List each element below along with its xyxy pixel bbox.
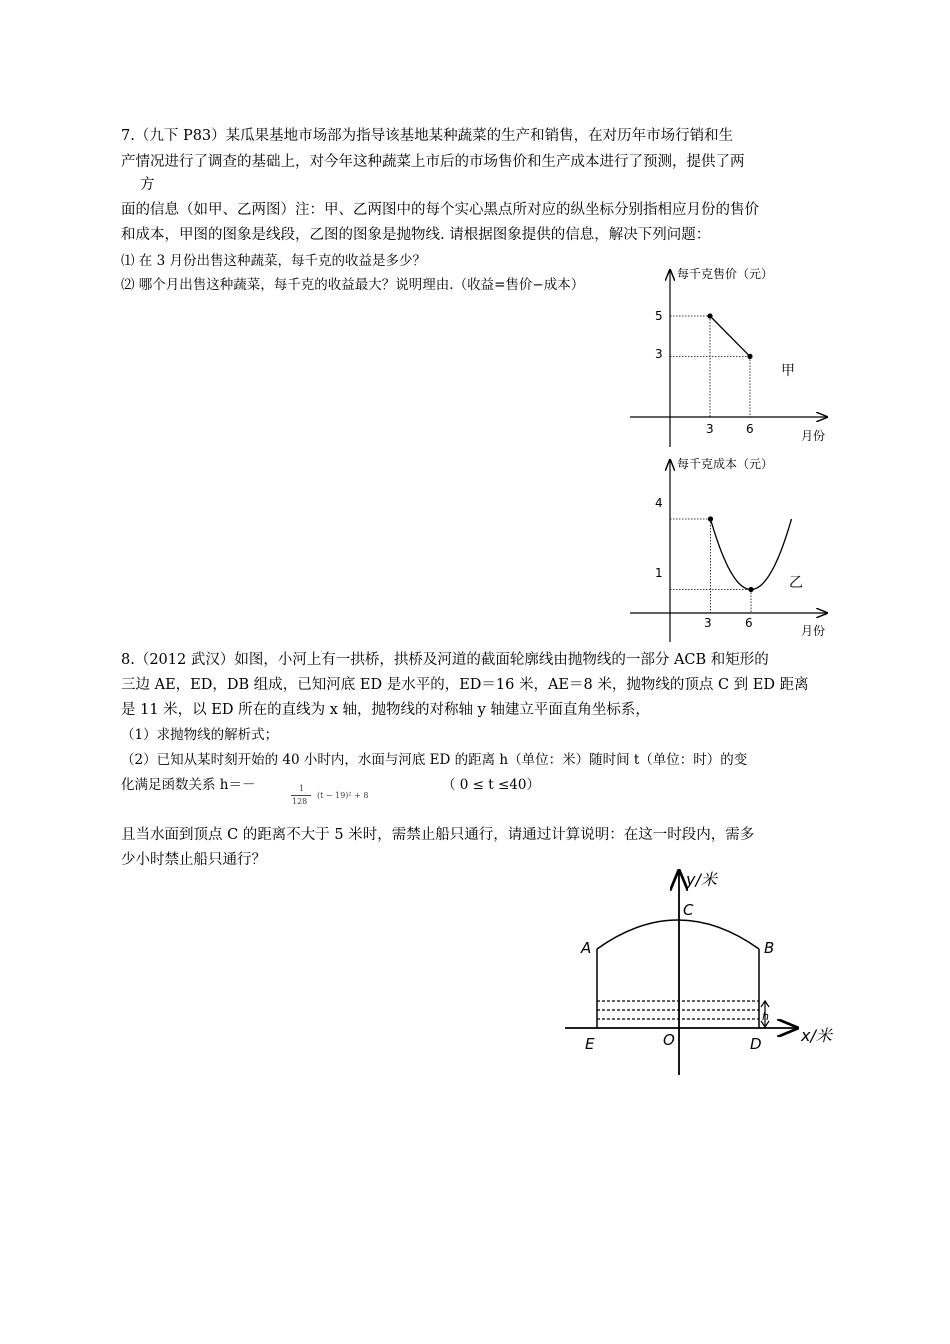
bridge-figure <box>560 865 840 1080</box>
q8-line-1: 8.（2012 武汉）如图，小河上有一拱桥，拱桥及河道的截面轮廓线由抛物线的一部分 ACB 和矩形的 <box>121 652 769 668</box>
q8-line-2: 三边 AE，ED，DB 组成，已知河底 ED 是水平的，ED＝16 米，AE＝8 米，抛物线的顶点 C 到 ED 距离 <box>121 677 809 693</box>
yi-parabola <box>711 519 792 590</box>
q7-line-3: 方 <box>140 177 155 193</box>
formula <box>289 784 419 810</box>
yi-xtick-6: 6 <box>745 616 753 630</box>
jia-ylabel: 每千克售价（元） <box>677 267 774 281</box>
yi-ylabel: 每千克成本（元） <box>677 457 774 471</box>
formula-numerator: 1 <box>299 784 305 793</box>
label-D: D <box>750 1035 762 1053</box>
formula-bar <box>291 795 311 796</box>
q7-line-2: 产情况进行了调查的基础上，对今年这种蔬菜上市后的市场售价和生产成本进行了预测，提供了两 <box>121 154 745 170</box>
formula-range: （ 0 ≤ t ≤40） <box>442 777 540 793</box>
q7-line-4: 面的信息（如甲、乙两图）注：甲、乙两图中的每个实心黑点所对应的纵坐标分别指相应月份的售价 <box>121 202 759 218</box>
chart-yi <box>625 452 840 644</box>
jia-ytick-3: 3 <box>655 347 663 361</box>
q8-line-5: 少小时禁止船只通行？ <box>121 852 266 868</box>
jia-xtick-3: 3 <box>706 422 714 436</box>
bridge-x-axis-label: x/米 <box>801 1026 832 1045</box>
q8-subquestion-2: （2）已知从某时刻开始的 40 小时内，水面与河底 ED 的距离 h（单位：米）随时间 t（单位：时）的变 <box>121 752 748 768</box>
label-E: E <box>585 1035 595 1053</box>
q8-line-4: 且当水面到顶点 C 的距离不大于 5 米时，需禁止船只通行，请通过计算说明：在这一时段内，需多 <box>121 827 755 843</box>
chart-jia <box>625 262 840 452</box>
jia-point <box>747 354 752 359</box>
q7-subquestion-2: ⑵ 哪个月出售这种蔬菜，每千克的收益最大？说明理由.（收益=售价−成本） <box>121 277 585 293</box>
jia-xtick-6: 6 <box>746 422 754 436</box>
yi-ytick-1: 1 <box>655 566 663 580</box>
yi-name: 乙 <box>789 575 803 591</box>
label-h: h <box>762 1010 769 1023</box>
jia-segment <box>710 316 750 356</box>
q8-subquestion-2-cont: 化满足函数关系 h＝－ <box>121 777 256 793</box>
bridge-y-axis-label: y/米 <box>686 870 717 889</box>
jia-ytick-5: 5 <box>655 309 663 323</box>
q8-line-3: 是 11 米，以 ED 所在的直线为 x 轴，抛物线的对称轴 y 轴建立平面直角坐标系， <box>121 702 650 718</box>
q7-line-5: 和成本，甲图的图象是线段，乙图的图象是抛物线. 请根据图象提供的信息，解决下列问题： <box>121 227 711 243</box>
yi-xtick-3: 3 <box>704 616 712 630</box>
q7-line-1: 7.（九下 P83）某瓜果基地市场部为指导该基地某种蔬菜的生产和销售，在对历年市场行销和生 <box>121 128 734 144</box>
q7-subquestion-1: ⑴ 在 3 月份出售这种蔬菜，每千克的收益是多少？ <box>121 253 426 269</box>
label-B: B <box>764 939 775 957</box>
yi-point <box>708 516 713 521</box>
q8-subquestion-1: （1）求抛物线的解析式； <box>121 727 279 743</box>
yi-xlabel: 月份 <box>801 624 826 638</box>
yi-point <box>748 587 753 592</box>
jia-name: 甲 <box>781 363 795 379</box>
jia-point <box>707 313 712 318</box>
label-C: C <box>683 901 694 919</box>
label-O: O <box>663 1031 675 1049</box>
arch-ACB <box>597 920 759 949</box>
label-A: A <box>581 939 592 957</box>
formula-denominator: 128 <box>292 797 308 806</box>
formula-body: (t − 19)² + 8 <box>317 791 369 800</box>
jia-xlabel: 月份 <box>801 429 826 443</box>
yi-ytick-4: 4 <box>655 496 663 510</box>
